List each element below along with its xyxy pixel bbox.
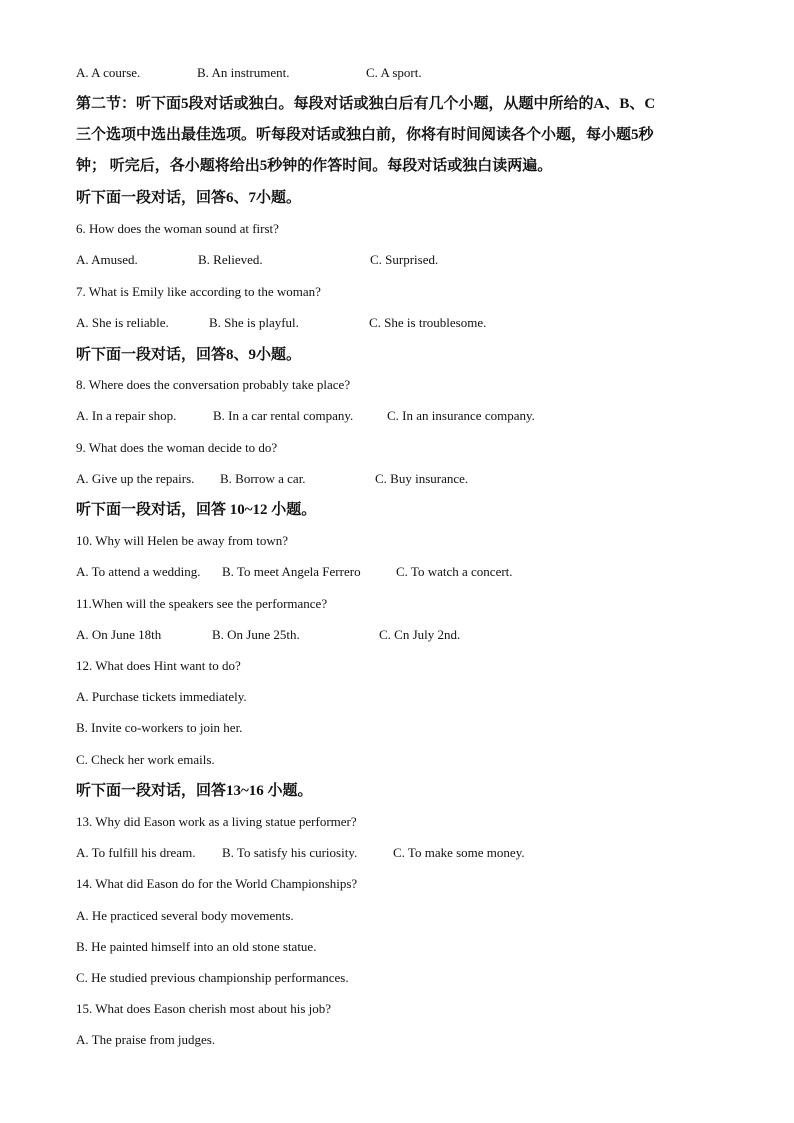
question-7-option-a: A. She is reliable. bbox=[76, 315, 169, 330]
group-heading-1: 听下面一段对话，回答6、7小题。 bbox=[76, 190, 302, 206]
question-11-option-c: C. Cn July 2nd. bbox=[379, 627, 461, 642]
question-9-stem: 9. What does the woman decide to do? bbox=[76, 440, 278, 455]
question-6-option-b: B. Relieved. bbox=[198, 252, 263, 267]
question-9-option-c: C. Buy insurance. bbox=[375, 471, 469, 486]
question-10-option-b: B. To meet Angela Ferrero bbox=[222, 564, 361, 579]
group-heading-4: 听下面一段对话，回答13~16 小题。 bbox=[76, 783, 313, 799]
question-6-option-c: C. Surprised. bbox=[370, 252, 439, 267]
question-13-option-a: A. To fulfill his dream. bbox=[76, 845, 196, 860]
question-13-option-c: C. To make some money. bbox=[393, 845, 525, 860]
question-10-stem: 10. Why will Helen be away from town? bbox=[76, 533, 289, 548]
section-intro-line-1: 第二节：听下面5段对话或独白。每段对话或独白后有几个小题，从题中所给的A、B、C bbox=[76, 96, 656, 112]
q5-option-b: B. An instrument. bbox=[197, 65, 290, 80]
question-14-option-a: A. He practiced several body movements. bbox=[76, 908, 294, 923]
question-10-option-a: A. To attend a wedding. bbox=[76, 564, 201, 579]
question-7-stem: 7. What is Emily like according to the woman? bbox=[76, 284, 321, 299]
question-12-option-a: A. Purchase tickets immediately. bbox=[76, 689, 247, 704]
section-intro-line-3: 钟； 听完后，各小题将给出5秒钟的作答时间。每段对话或独白读两遍。 bbox=[76, 158, 553, 174]
question-6-option-a: A. Amused. bbox=[76, 252, 138, 267]
question-9-option-b: B. Borrow a car. bbox=[220, 471, 306, 486]
question-9-option-a: A. Give up the repairs. bbox=[76, 471, 195, 486]
question-11-option-a: A. On June 18th bbox=[76, 627, 162, 642]
group-heading-3: 听下面一段对话，回答 10~12 小题。 bbox=[76, 502, 317, 518]
question-15-stem: 15. What does Eason cherish most about his job? bbox=[76, 1001, 332, 1016]
question-14-option-c: C. He studied previous championship performances. bbox=[76, 970, 349, 985]
question-8-option-b: B. In a car rental company. bbox=[213, 408, 354, 423]
question-8-option-a: A. In a repair shop. bbox=[76, 408, 177, 423]
question-12-stem: 12. What does Hint want to do? bbox=[76, 658, 241, 673]
section-intro-line-2: 三个选项中选出最佳选项。听每段对话或独白前，你将有时间阅读各个小题，每小题5秒 bbox=[76, 127, 654, 143]
q5-option-c: C. A sport. bbox=[366, 65, 422, 80]
group-heading-2: 听下面一段对话，回答8、9小题。 bbox=[76, 347, 302, 363]
question-10-option-c: C. To watch a concert. bbox=[396, 564, 513, 579]
question-8-option-c: C. In an insurance company. bbox=[387, 408, 535, 423]
question-11-stem: 11.When will the speakers see the performance? bbox=[76, 596, 328, 611]
question-6-stem: 6. How does the woman sound at first? bbox=[76, 221, 279, 236]
question-13-option-b: B. To satisfy his curiosity. bbox=[222, 845, 358, 860]
question-12-option-c: C. Check her work emails. bbox=[76, 752, 215, 767]
question-7-option-b: B. She is playful. bbox=[209, 315, 299, 330]
question-13-stem: 13. Why did Eason work as a living statue performer? bbox=[76, 814, 357, 829]
question-14-stem: 14. What did Eason do for the World Championships? bbox=[76, 876, 358, 891]
q5-option-a: A. A course. bbox=[76, 65, 141, 80]
question-12-option-b: B. Invite co-workers to join her. bbox=[76, 720, 243, 735]
question-7-option-c: C. She is troublesome. bbox=[369, 315, 487, 330]
question-11-option-b: B. On June 25th. bbox=[212, 627, 300, 642]
question-14-option-b: B. He painted himself into an old stone statue. bbox=[76, 939, 317, 954]
question-15-option-a: A. The praise from judges. bbox=[76, 1032, 216, 1047]
question-8-stem: 8. Where does the conversation probably take place? bbox=[76, 377, 351, 392]
